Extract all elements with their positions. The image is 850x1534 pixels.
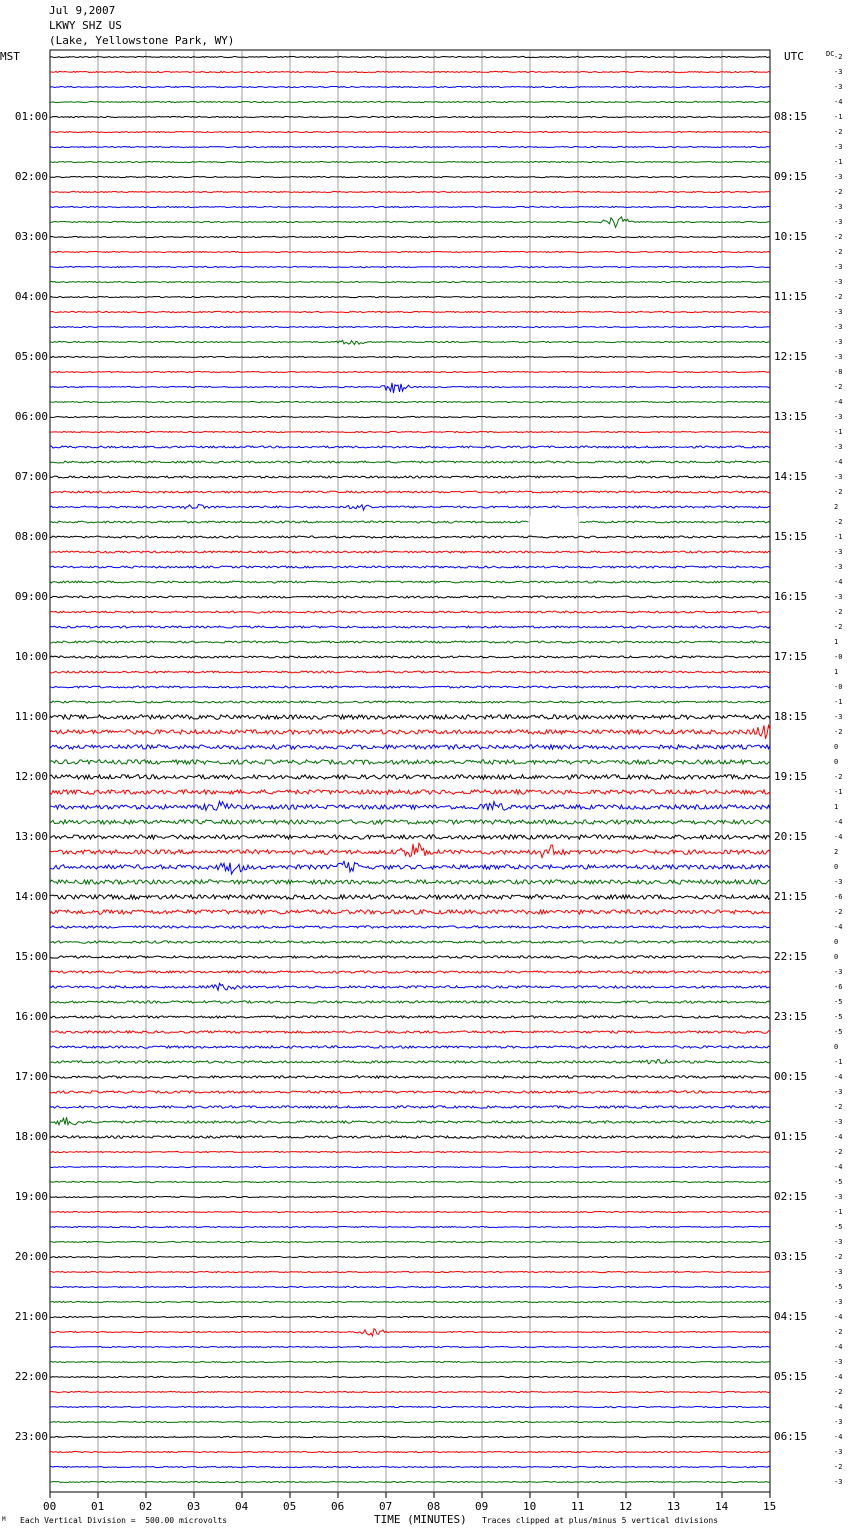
left-hour-label: 09:00	[14, 590, 48, 603]
seismic-trace	[50, 725, 770, 738]
seismic-trace	[50, 1196, 770, 1197]
right-hour-label: 11:15	[774, 290, 808, 303]
seismic-trace	[50, 311, 770, 312]
x-tick-label: 15	[763, 1500, 777, 1513]
dc-offset-label: -3	[834, 1448, 843, 1456]
dc-offset-label: -3	[834, 308, 843, 316]
dc-offset-label: -4	[834, 1073, 843, 1081]
dc-offset-label: -2	[834, 1253, 843, 1261]
seismic-trace	[50, 383, 770, 393]
seismic-trace	[50, 236, 770, 237]
seismic-trace	[50, 251, 770, 252]
seismic-trace	[50, 101, 770, 102]
dc-offset-label: -2	[834, 1388, 843, 1396]
left-hour-label: 17:00	[14, 1070, 48, 1083]
dc-offset-label: -2	[834, 233, 843, 241]
seismic-trace	[50, 820, 770, 824]
right-hour-label: 19:15	[774, 770, 808, 783]
seismic-trace	[50, 461, 770, 463]
seismic-trace	[50, 326, 770, 327]
right-hour-label: 22:15	[774, 950, 808, 963]
seismic-trace	[50, 1286, 770, 1287]
seismic-trace	[50, 1060, 770, 1064]
seismic-trace	[50, 217, 770, 227]
x-tick-label: 01	[91, 1500, 105, 1513]
dc-offset-label: -1	[834, 1208, 843, 1216]
seismic-trace	[50, 596, 770, 598]
dc-offset-label: 2	[834, 848, 839, 856]
station-id: LKWY SHZ US	[49, 19, 122, 32]
seismic-trace	[50, 1016, 770, 1018]
dc-offset-label: -4	[834, 923, 843, 931]
seismic-trace	[50, 1001, 770, 1003]
right-hour-label: 01:15	[774, 1130, 808, 1143]
seismic-trace	[50, 1117, 770, 1125]
seismic-trace	[50, 446, 770, 448]
dc-offset-label: 0	[834, 938, 839, 946]
seismic-trace	[50, 281, 770, 282]
seismic-trace	[50, 1361, 770, 1362]
seismic-trace	[50, 843, 770, 857]
dc-offset-label: -5	[834, 1013, 843, 1021]
seismic-trace	[50, 401, 770, 402]
seismic-trace	[50, 880, 770, 884]
dc-offset-label: -6	[834, 893, 843, 901]
right-hour-label: 21:15	[774, 890, 808, 903]
seismic-trace	[50, 491, 770, 493]
seismic-trace	[50, 551, 770, 553]
seismic-trace	[50, 1316, 770, 1317]
seismic-trace	[50, 431, 770, 432]
dc-offset-label: -2	[834, 188, 843, 196]
seismic-trace	[50, 611, 770, 613]
scale-note: Each Vertical Division = 500.00 microvolts	[20, 1516, 228, 1525]
x-tick-label: 05	[283, 1500, 297, 1513]
left-hour-label: 04:00	[14, 290, 48, 303]
dc-offset-label: -0	[834, 683, 843, 691]
x-tick-label: 06	[331, 1500, 345, 1513]
seismic-trace	[50, 671, 770, 673]
dc-offset-label: -2	[834, 728, 843, 736]
left-hour-label: 10:00	[14, 650, 48, 663]
dc-offset-label: -2	[834, 383, 843, 391]
x-tick-label: 09	[475, 1500, 489, 1513]
dc-offset-label: -1	[834, 158, 843, 166]
right-hour-label: 00:15	[774, 1070, 808, 1083]
seismic-trace	[50, 340, 770, 344]
right-hour-label: 05:15	[774, 1370, 808, 1383]
dc-offset-label: -2	[834, 1148, 843, 1156]
seismic-trace	[50, 1136, 770, 1138]
dc-offset-label: -3	[834, 473, 843, 481]
seismic-trace	[50, 745, 770, 749]
dc-offset-label: -4	[834, 1133, 843, 1141]
seismic-trace	[50, 296, 770, 297]
dc-offset-label: -3	[834, 1238, 843, 1246]
seismic-trace	[50, 983, 770, 990]
dc-offset-label: 1	[834, 668, 839, 676]
dc-offset-label: -4	[834, 458, 843, 466]
seismic-trace	[50, 790, 770, 794]
dc-offset-label: -4	[834, 818, 843, 826]
seismic-trace	[50, 626, 770, 628]
dc-offset-label: -3	[834, 1298, 843, 1306]
dc-offset-label: -6	[834, 983, 843, 991]
seismic-trace	[50, 910, 770, 914]
right-hour-label: 09:15	[774, 170, 808, 183]
dc-offset-label: -3	[834, 878, 843, 886]
seismic-trace	[50, 641, 770, 643]
seismic-trace	[50, 861, 770, 874]
dc-offset-label: -8	[834, 368, 843, 376]
seismic-trace	[50, 1076, 770, 1078]
x-tick-label: 00	[43, 1500, 57, 1513]
seismic-trace	[50, 775, 770, 779]
seismic-trace	[50, 476, 770, 478]
dc-offset-label: -1	[834, 533, 843, 541]
seismic-trace	[50, 206, 770, 207]
dc-offset-label: -2	[834, 1463, 843, 1471]
seismic-trace	[50, 801, 770, 810]
seismic-trace	[50, 760, 770, 764]
seismic-trace	[50, 131, 770, 132]
left-hour-label: 14:00	[14, 890, 48, 903]
dc-offset-label: -2	[834, 128, 843, 136]
dc-offset-label: -4	[834, 578, 843, 586]
seismic-trace	[50, 1329, 770, 1336]
seismic-trace	[50, 566, 770, 568]
dc-offset-label: 0	[834, 863, 839, 871]
left-hour-label: 01:00	[14, 110, 48, 123]
dc-offset-label: 1	[834, 803, 839, 811]
dc-offset-label: 2	[834, 503, 839, 511]
left-hour-label: 15:00	[14, 950, 48, 963]
dc-offset-label: -3	[834, 203, 843, 211]
left-hour-label: 02:00	[14, 170, 48, 183]
left-hour-label: 23:00	[14, 1430, 48, 1443]
seismic-trace	[50, 1031, 770, 1033]
right-hour-label: 18:15	[774, 710, 808, 723]
left-hour-label: 22:00	[14, 1370, 48, 1383]
seismic-trace	[50, 715, 770, 719]
dc-offset-label: -3	[834, 1193, 843, 1201]
dc-offset-label: -4	[834, 1403, 843, 1411]
seismic-trace	[50, 176, 770, 177]
x-tick-label: 08	[427, 1500, 441, 1513]
seismic-trace	[50, 1181, 770, 1182]
dc-offset-label: -3	[834, 563, 843, 571]
dc-offset-label: -5	[834, 1178, 843, 1186]
dc-offset-label: 0	[834, 953, 839, 961]
dc-offset-label: -3	[834, 83, 843, 91]
seismic-trace	[50, 266, 770, 267]
right-hour-label: 10:15	[774, 230, 808, 243]
x-tick-label: 03	[187, 1500, 201, 1513]
right-hour-label: 14:15	[774, 470, 808, 483]
seismic-trace	[50, 1451, 770, 1452]
dc-offset-label: -1	[834, 428, 843, 436]
data-gap	[530, 516, 578, 534]
left-hour-label: 08:00	[14, 530, 48, 543]
x-tick-label: 02	[139, 1500, 153, 1513]
dc-offset-label: -0	[834, 653, 843, 661]
right-hour-label: 15:15	[774, 530, 808, 543]
right-hour-label: 16:15	[774, 590, 808, 603]
left-hour-label: 21:00	[14, 1310, 48, 1323]
seismic-trace	[50, 56, 770, 57]
left-hour-label: 16:00	[14, 1010, 48, 1023]
dc-offset-label: -4	[834, 1313, 843, 1321]
x-tick-label: 14	[715, 1500, 729, 1513]
dc-offset-label: -4	[834, 1433, 843, 1441]
dc-offset-label: -1	[834, 113, 843, 121]
dc-offset-label: -4	[834, 398, 843, 406]
dc-offset-label: -3	[834, 68, 843, 76]
dc-offset-label: -1	[834, 698, 843, 706]
dc-offset-label: -4	[834, 1373, 843, 1381]
right-hour-label: 06:15	[774, 1430, 808, 1443]
x-tick-label: 04	[235, 1500, 249, 1513]
seismic-trace	[50, 1241, 770, 1242]
left-hour-label: 03:00	[14, 230, 48, 243]
left-hour-label: 07:00	[14, 470, 48, 483]
dc-offset-label: -3	[834, 1118, 843, 1126]
seismic-trace	[50, 1166, 770, 1167]
x-tick-label: 11	[571, 1500, 585, 1513]
dc-offset-label: -2	[834, 908, 843, 916]
right-hour-label: 12:15	[774, 350, 808, 363]
dc-offset-label: -2	[834, 1103, 843, 1111]
dc-offset-label: -2	[834, 773, 843, 781]
dc-offset-label: -5	[834, 998, 843, 1006]
right-hour-label: 17:15	[774, 650, 808, 663]
dc-offset-label: -3	[834, 1268, 843, 1276]
dc-offset-label: -4	[834, 833, 843, 841]
dc-offset-label: -3	[834, 443, 843, 451]
seismic-trace	[50, 971, 770, 973]
left-timezone-label: MST	[0, 50, 20, 63]
seismic-trace	[50, 1301, 770, 1302]
right-hour-label: 04:15	[774, 1310, 808, 1323]
dc-offset-label: -3	[834, 323, 843, 331]
seismic-trace	[50, 1376, 770, 1377]
x-tick-label: 07	[379, 1500, 393, 1513]
dc-offset-label: -3	[834, 413, 843, 421]
seismic-trace	[50, 1391, 770, 1392]
dc-offset-label: -2	[834, 293, 843, 301]
right-hour-label: 03:15	[774, 1250, 808, 1263]
seismic-trace	[50, 835, 770, 839]
dc-offset-label: -3	[834, 143, 843, 151]
right-hour-label: 20:15	[774, 830, 808, 843]
station-location: (Lake, Yellowstone Park, WY)	[49, 34, 235, 47]
seismic-trace	[50, 116, 770, 117]
dc-offset-label: -2	[834, 248, 843, 256]
seismic-trace	[50, 356, 770, 357]
seismic-trace	[50, 1046, 770, 1048]
seismic-trace	[50, 1271, 770, 1272]
seismic-trace	[50, 895, 770, 899]
seismic-trace	[50, 956, 770, 958]
dc-offset-label: -4	[834, 1343, 843, 1351]
dc-offset-label: 0	[834, 743, 839, 751]
dc-offset-label: -4	[834, 1163, 843, 1171]
dc-offset-label: -3	[834, 968, 843, 976]
seismic-trace	[50, 926, 770, 928]
x-tick-label: 12	[619, 1500, 633, 1513]
seismic-trace	[50, 1466, 770, 1467]
dc-offset-label: -3	[834, 593, 843, 601]
left-hour-label: 19:00	[14, 1190, 48, 1203]
dc-offset-label: -3	[834, 1088, 843, 1096]
left-hour-label: 13:00	[14, 830, 48, 843]
dc-offset-label: -2	[834, 608, 843, 616]
seismic-trace	[50, 536, 770, 538]
seismic-trace	[50, 1211, 770, 1212]
dc-offset-label: -3	[834, 218, 843, 226]
x-tick-label: 13	[667, 1500, 681, 1513]
dc-offset-label: -4	[834, 98, 843, 106]
seismic-trace	[50, 416, 770, 417]
seismic-trace	[50, 1406, 770, 1407]
seismic-trace	[50, 1346, 770, 1347]
seismic-trace	[50, 1481, 770, 1482]
seismic-trace	[50, 86, 770, 87]
dc-offset-label: -5	[834, 1283, 843, 1291]
dc-offset-label: -5	[834, 1223, 843, 1231]
dc-offset-label: -2	[834, 1328, 843, 1336]
seismic-trace	[50, 941, 770, 943]
dc-offset-label: -3	[834, 263, 843, 271]
dc-offset-label: 0	[834, 758, 839, 766]
seismic-trace	[50, 701, 770, 703]
dc-offset-label: -2	[834, 488, 843, 496]
seismic-trace	[50, 1436, 770, 1437]
left-hour-label: 18:00	[14, 1130, 48, 1143]
seismic-trace	[50, 161, 770, 162]
dc-offset-label: -3	[834, 353, 843, 361]
dc-offset-label: -1	[834, 788, 843, 796]
right-hour-label: 23:15	[774, 1010, 808, 1023]
seismic-trace	[50, 71, 770, 72]
dc-offset-label: -3	[834, 713, 843, 721]
seismic-trace	[50, 581, 770, 583]
dc-offset-label: -3	[834, 1418, 843, 1426]
left-hour-label: 11:00	[14, 710, 48, 723]
seismic-trace	[50, 1226, 770, 1227]
dc-offset-label: -3	[834, 278, 843, 286]
seismic-trace	[50, 371, 770, 372]
seismic-trace	[50, 656, 770, 658]
seismic-trace	[50, 686, 770, 688]
right-timezone-label: UTC	[784, 50, 804, 63]
dc-offset-label: -5	[834, 1028, 843, 1036]
seismic-trace	[50, 1256, 770, 1257]
seismic-trace	[50, 1106, 770, 1108]
dc-offset-label: 0	[834, 1043, 839, 1051]
station-date: Jul 9,2007	[49, 4, 116, 17]
dc-offset-label: -2	[834, 623, 843, 631]
right-hour-label: 02:15	[774, 1190, 808, 1203]
left-hour-label: 06:00	[14, 410, 48, 423]
dc-offset-label: -3	[834, 338, 843, 346]
seismic-trace	[50, 1091, 770, 1093]
dc-offset-label: -3	[834, 548, 843, 556]
dc-offset-label: -3	[834, 173, 843, 181]
dc-offset-label: -2	[834, 53, 843, 61]
clip-note: Traces clipped at plus/minus 5 vertical divisions	[482, 1516, 719, 1525]
dc-offset-label: -2	[834, 518, 843, 526]
x-axis-label: TIME (MINUTES)	[374, 1513, 467, 1526]
dc-offset-label: -3	[834, 1478, 843, 1486]
dc-column-label: DC	[826, 50, 835, 58]
seismic-trace	[50, 1151, 770, 1152]
dc-offset-label: -3	[834, 1358, 843, 1366]
left-hour-label: 12:00	[14, 770, 48, 783]
corner-mark: M	[2, 1516, 6, 1523]
dc-offset-label: -1	[834, 1058, 843, 1066]
x-tick-label: 10	[523, 1500, 537, 1513]
right-hour-label: 13:15	[774, 410, 808, 423]
left-hour-label: 20:00	[14, 1250, 48, 1263]
seismic-trace	[50, 1421, 770, 1422]
seismic-trace	[50, 504, 770, 510]
right-hour-label: 08:15	[774, 110, 808, 123]
seismic-trace	[50, 191, 770, 192]
seismic-trace	[50, 521, 770, 523]
dc-offset-label: 1	[834, 638, 839, 646]
seismic-trace	[50, 146, 770, 147]
left-hour-label: 05:00	[14, 350, 48, 363]
